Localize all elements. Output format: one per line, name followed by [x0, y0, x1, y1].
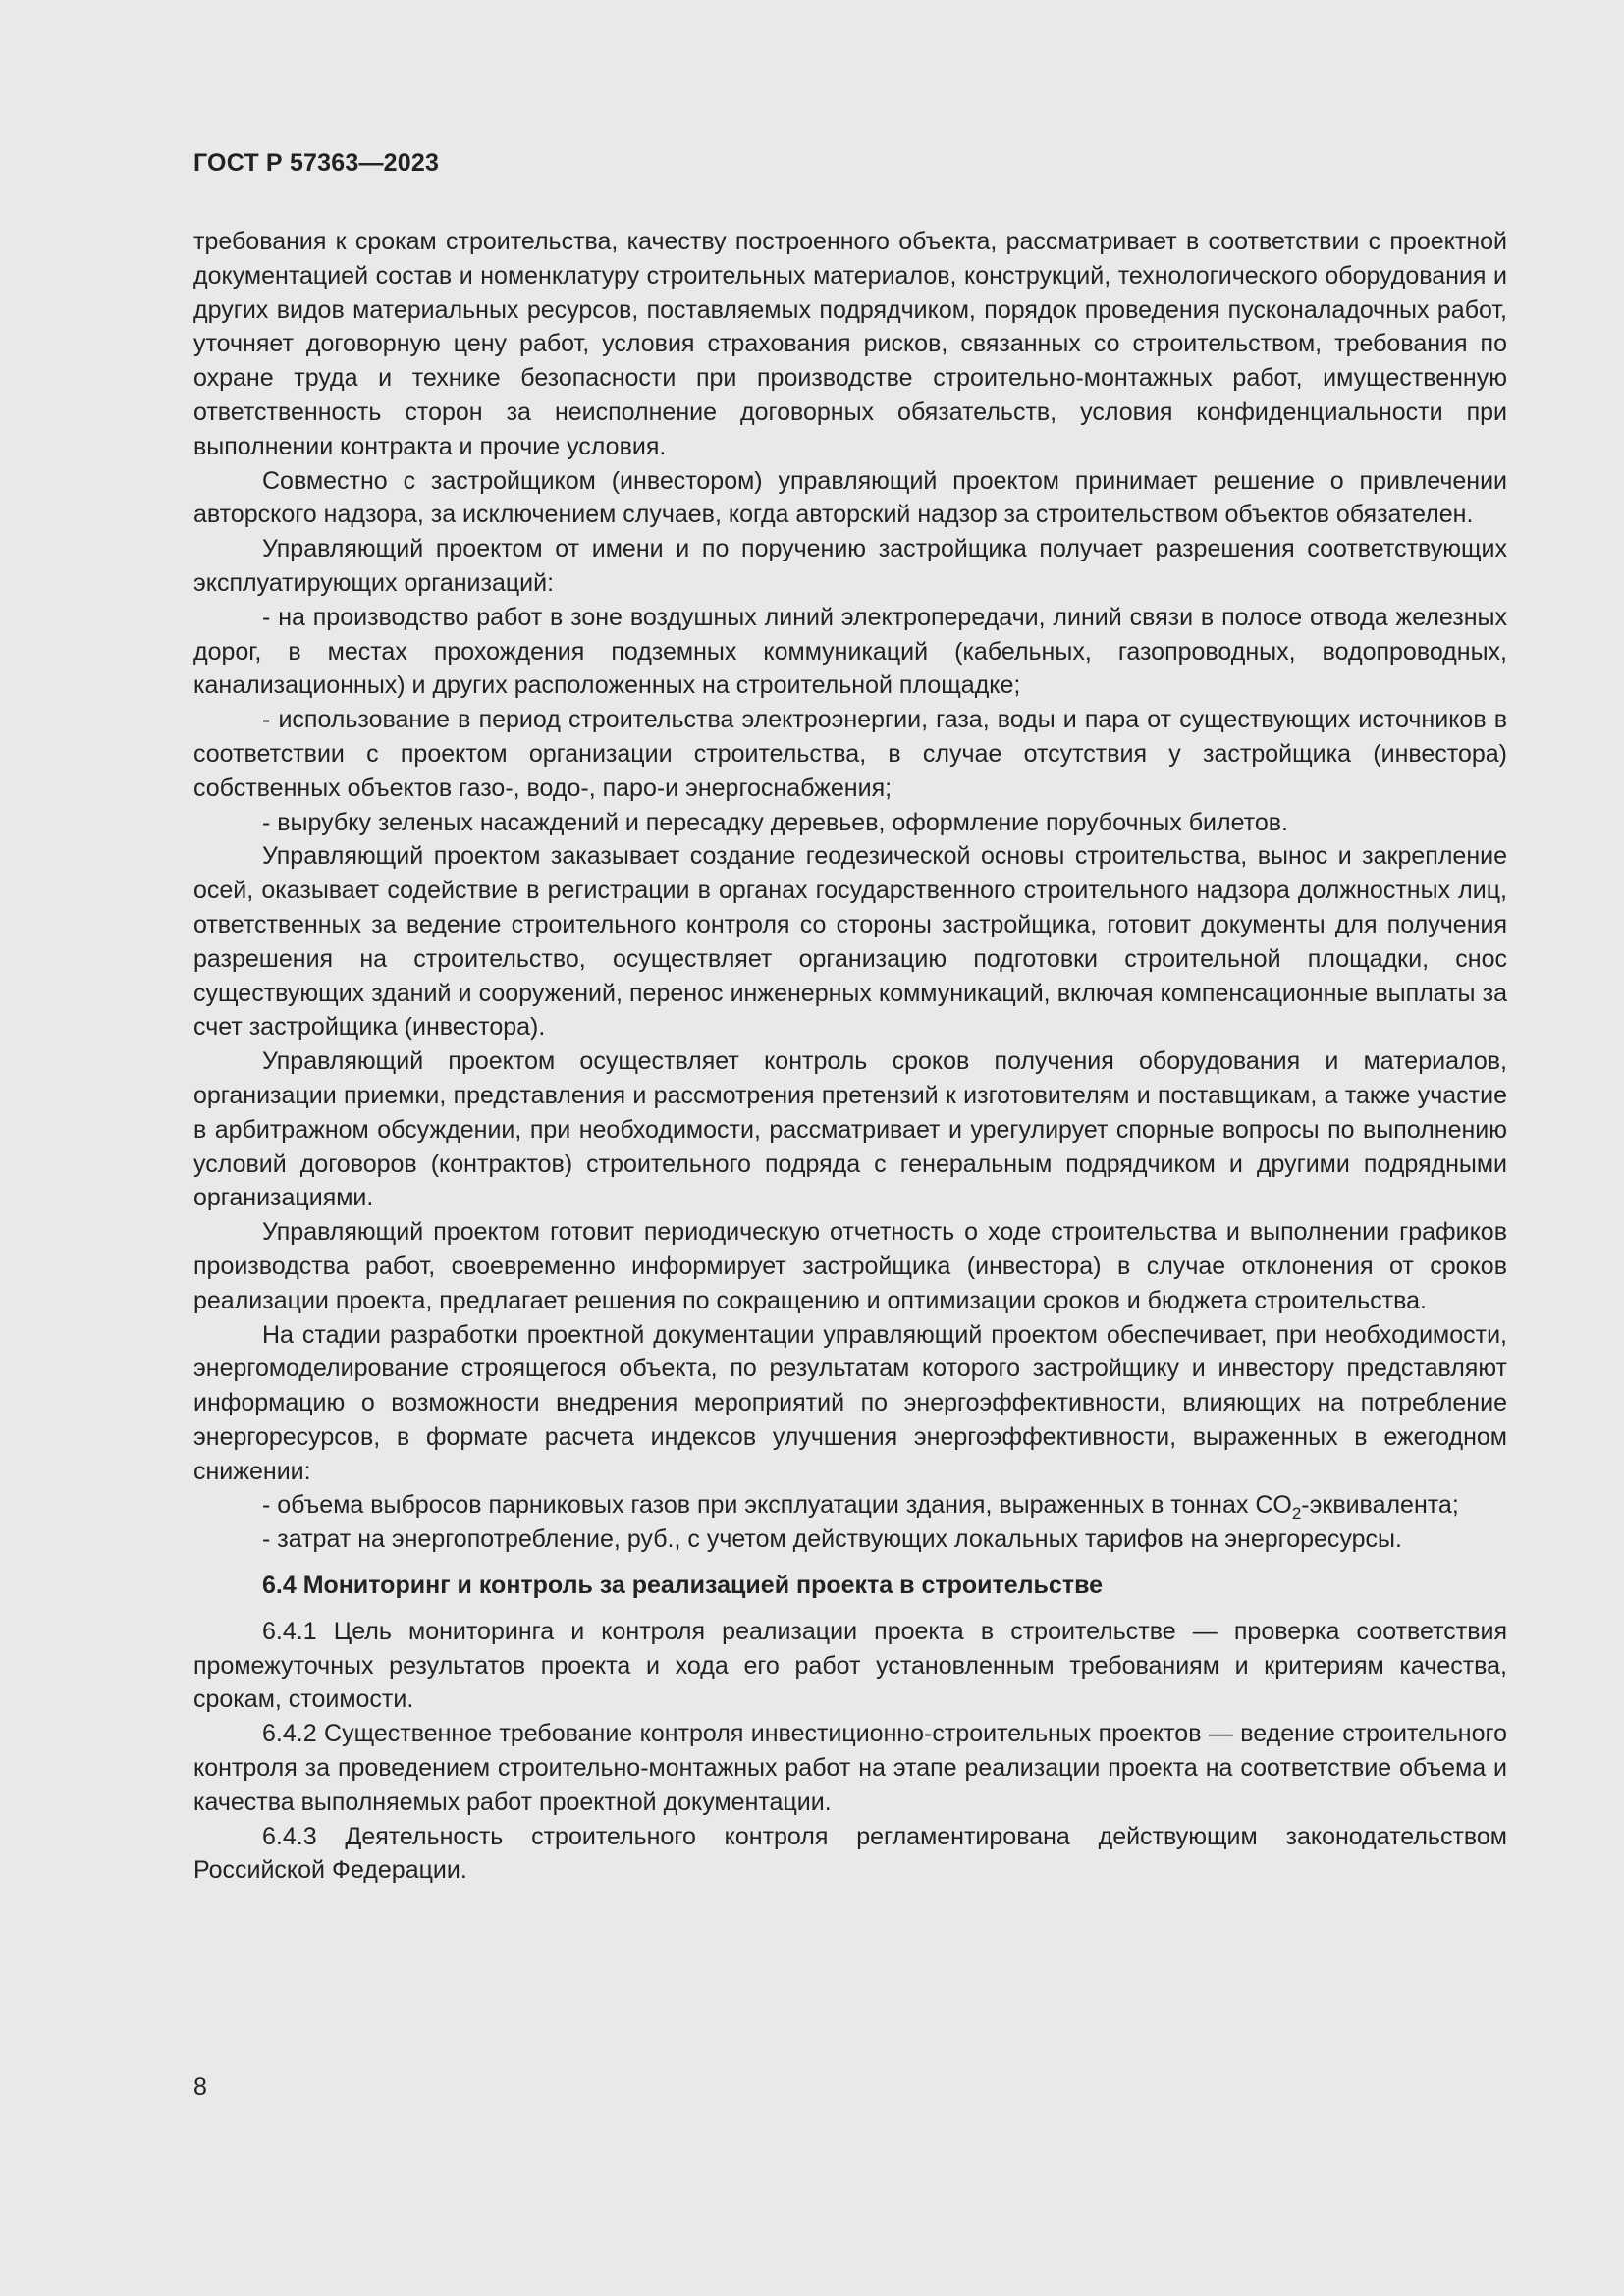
- emissions-text-end: -эквивалента;: [1301, 1491, 1459, 1520]
- list-item-energy-costs: - затрат на энергопотребление, руб., с учетом действующих локальных тарифов на энергоресурсы.: [262, 1525, 1402, 1554]
- list-item-works-permit: - на производство работ в зоне воздушных линий электропередачи, линий связи в полосе отвода железных дорог, в местах прохождения подземных коммуникаций (кабельных, газопроводных, водопроводных, канализационных) и других расположенных на строительной площадке;: [193, 603, 1507, 700]
- paragraph-author-supervision: Совместно с застройщиком (инвестором) управляющий проектом принимает решение о привлечении авторского надзора, за исключением случаев, когда авторский надзор за строительством объектов обязателен.: [193, 466, 1507, 529]
- paragraph-energy-modeling: На стадии разработки проектной документации управляющий проектом обеспечивает, при необходимости, энергомоделирование строящегося объекта, по результатам которого застройщику и инвестору представляют информацию о возможности внедрения мероприятий по энергоэффективности, влияющих на потребление энергоресурсов, в формате расчета индексов улучшения энергоэффективности, выраженных в ежегодном снижении:: [193, 1320, 1507, 1485]
- paragraph-requirements: требования к срокам строительства, качеству построенного объекта, рассматривает в соответствии с проектной документацией состав и номенклатуру строительных материалов, конструкций, технологического оборудования и других видов материальных ресурсов, поставляемых подрядчиком, порядок проведения пусконаладочных работ, уточняет договорную цену работ, условия страхования рисков, связанных со строительством, требования по охране труда и технике безопасности при производстве строительно-монтажных работ, имущественную ответственность сторон за неисполнение договорных обязательств, условия конфиденциальности при выполнении контракта и прочие условия.: [193, 228, 1507, 460]
- paragraph-equipment-control: Управляющий проектом осуществляет контроль сроков получения оборудования и материалов, организации приемки, представления и рассмотрения претензий к изготовителям и поставщикам, а также участие в арбитражном обсуждении, при необходимости, рассматривает и урегулирует спорные вопросы по выполнению условий договоров (контрактов) строительного подряда с генеральным подрядчиком и другими подрядными организациями.: [193, 1047, 1507, 1212]
- list-item-tree-felling: - вырубку зеленых насаждений и пересадку деревьев, оформление порубочных билетов.: [262, 808, 1288, 836]
- clause-6-4-3: 6.4.3 Деятельность строительного контроля регламентирована действующим законодательством Российской Федерации.: [193, 1822, 1507, 1885]
- emissions-text: - объема выбросов парниковых газов при эксплуатации здания, выраженных в тоннах CO: [262, 1491, 1292, 1520]
- clause-6-4-1: 6.4.1 Цель мониторинга и контроля реализации проекта в строительстве — проверка соответствия промежуточных результатов проекта и хода его работ установленным требованиям и критериям качества, срокам, стоимости.: [193, 1617, 1507, 1714]
- paragraph-geodetic: Управляющий проектом заказывает создание геодезической основы строительства, вынос и закрепление осей, оказывает содействие в регистрации в органах государственного строительного надзора должностных лиц, ответственных за ведение строительного контроля со стороны застройщика, готовит документы для получения разрешения на строительство, осуществляет организацию подготовки строительной площадки, снос существующих зданий и сооружений, перенос инженерных коммуникаций, включая компенсационные выплаты за счет застройщика (инвестора).: [193, 842, 1507, 1041]
- paragraph-reporting: Управляющий проектом готовит периодическую отчетность о ходе строительства и выполнении графиков производства работ, своевременно информирует застройщика (инвестора) в случае отклонения от сроков реализации проекта, предлагает решения по сокращению и оптимизации сроков и бюджета строительства.: [193, 1218, 1507, 1314]
- list-item-emissions: [193, 1488, 1507, 1522]
- section-heading-6-4: 6.4 Мониторинг и контроль за реализацией проекта в строительстве: [262, 1572, 1104, 1600]
- document-header: ГОСТ Р 57363—2023: [193, 149, 440, 177]
- clause-6-4-2: 6.4.2 Существенное требование контроля инвестиционно-строительных проектов — ведение строительного контроля за проведением строительно-монтажных работ на этапе реализации проекта на соответствие объема и качества выполняемых работ проектной документации.: [193, 1720, 1507, 1816]
- paragraph-permits: Управляющий проектом от имени и по поручению застройщика получает разрешения соответствующих эксплуатирующих организаций:: [193, 535, 1507, 597]
- co2-subscript: 2: [1291, 1504, 1302, 1523]
- document-body: [193, 225, 1507, 1888]
- list-item-utilities: - использование в период строительства электроэнергии, газа, воды и пара от существующих источников в соответствии с проектом организации строительства, в случае отсутствия у застройщика (инвестора) собственных объектов газо-, водо-, паро-и энергоснабжения;: [193, 706, 1507, 802]
- page-number: 8: [193, 2073, 207, 2101]
